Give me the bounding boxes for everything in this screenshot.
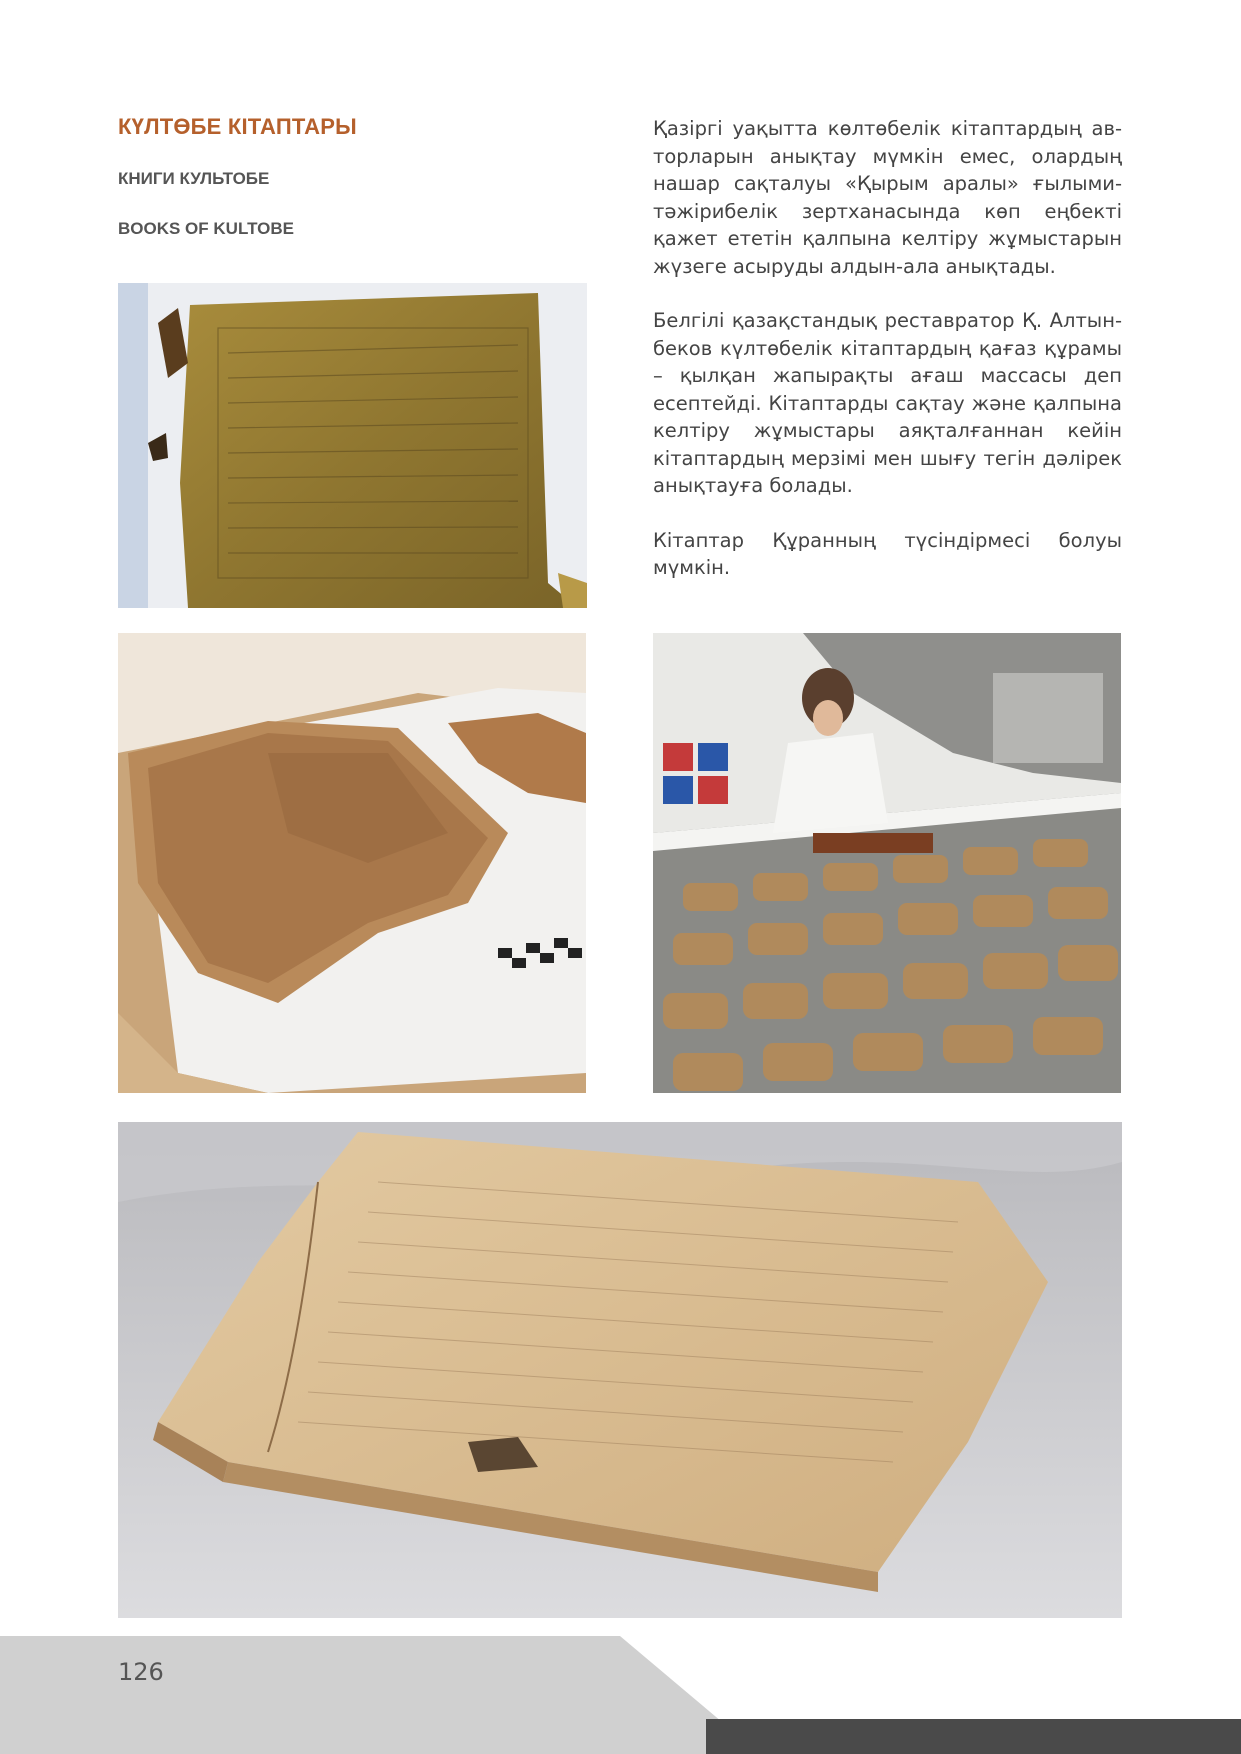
- section-title-ru: КНИГИ КУЛЬТОБЕ: [118, 169, 270, 188]
- photo-block-book: [118, 1122, 1122, 1618]
- page-number: 126: [118, 1658, 164, 1686]
- paragraph-3: Кітаптар Құранның түсіндірмесі болуы мүмкін.: [653, 528, 1122, 579]
- photo-book-cover: [118, 283, 587, 608]
- paragraph-2: Белгілі қазақстандық реставратор Қ. Алтынбеков күлтөбелік кітаптардың қағаз құрамы – қылқан жапырақты ағаш массасы деп есептейді. Кітаптарды сақтау және қалпына келтіру жұмыстары аяқталғаннан кейін кітаптардың мерзімі мен шығу тегін дәлірек анықтауға болады.: [653, 309, 1122, 497]
- photo-crumbling-book: [118, 633, 586, 1093]
- photo-conservator-lab: [653, 633, 1121, 1093]
- paragraph-1: Қазіргі уақытта көлтөбелік кітаптардың авторларын анықтау мүмкін емес, олардың нашар сақталуы «Қырым аралы» ғылыми-тәжірибелік зертханасында көп еңбекті қажет ететін қалпына келтіру жұмыстарын жүзеге асыруды алдын-ала анықтады.: [653, 117, 1122, 278]
- section-title-en: BOOKS OF KULTOBE: [118, 219, 294, 238]
- body-text: [653, 115, 1122, 609]
- footer-band: [0, 1636, 760, 1754]
- footer-dark-bar: [706, 1719, 1241, 1754]
- section-title-kz: КҮЛТӨБЕ КІТАПТАРЫ: [118, 114, 357, 139]
